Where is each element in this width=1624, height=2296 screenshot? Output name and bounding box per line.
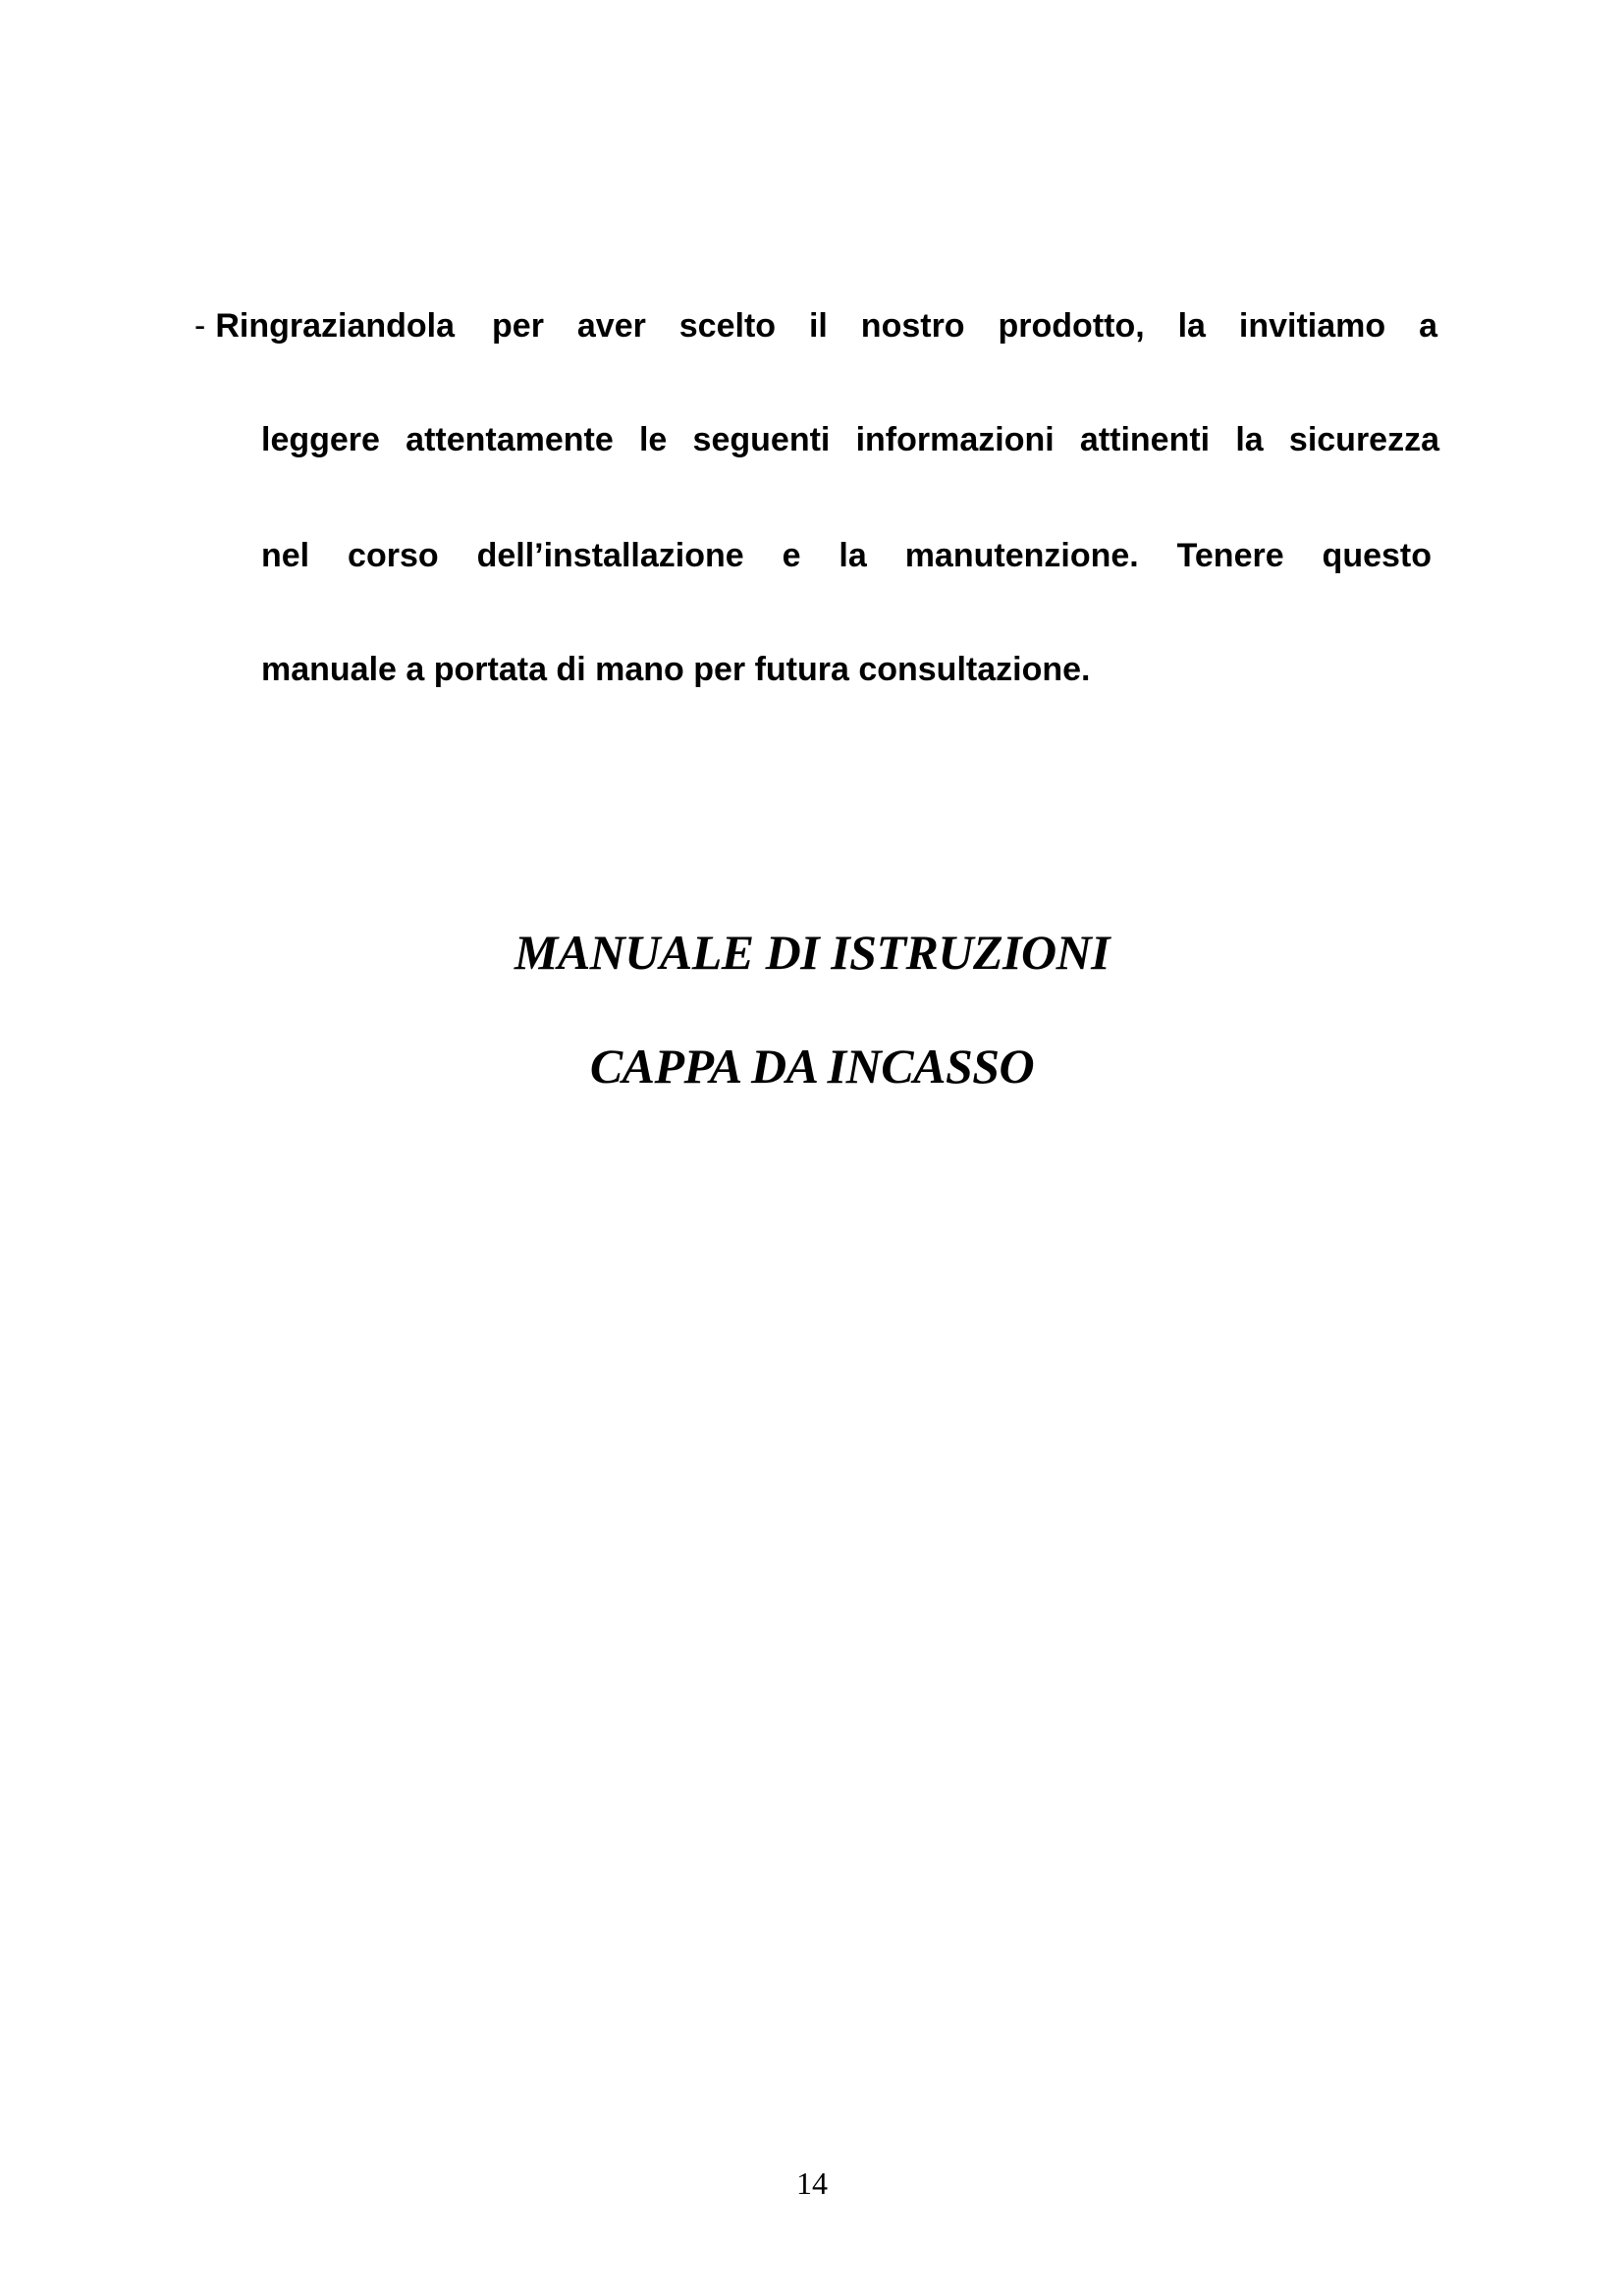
bullet-dash: - [194, 307, 206, 345]
intro-line-4: manuale a portata di mano per futura consultazione. [261, 651, 1091, 688]
intro-line-3: nel corso dell’installazione e la manutenzione. Tenere questo [261, 537, 1432, 574]
document-title: MANUALE DI ISTRUZIONI [514, 925, 1110, 980]
intro-line-1-rest: per aver scelto il nostro prodotto, la invitiamo a [492, 307, 1437, 345]
intro-first-word: Ringraziandola [215, 307, 456, 345]
intro-line-2: leggere attentamente le seguenti informazioni attinenti la sicurezza [261, 421, 1439, 458]
document-subtitle: CAPPA DA INCASSO [589, 1039, 1035, 1094]
page-number: 14 [796, 2165, 828, 2201]
intro-line-1 [194, 306, 1437, 346]
